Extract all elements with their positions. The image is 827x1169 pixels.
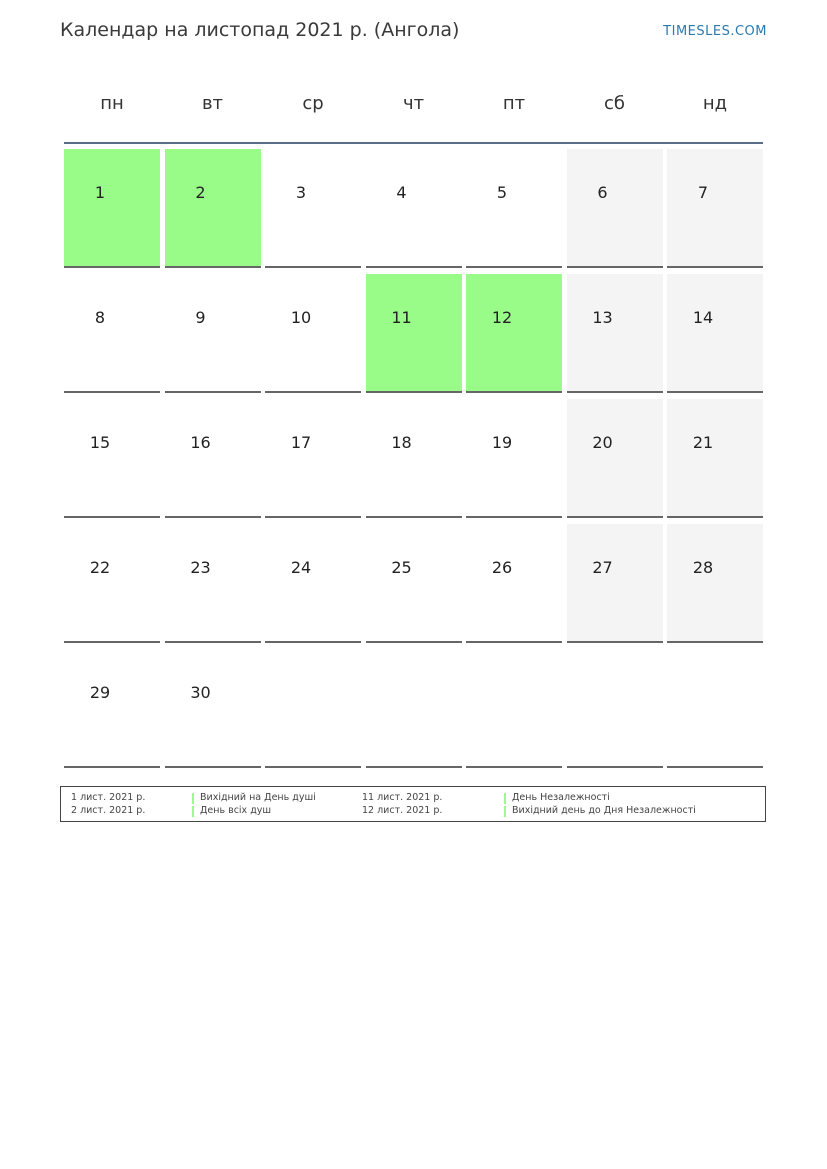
legend-date: 11 лист. 2021 р. (362, 792, 443, 803)
day-cell-9[interactable] (165, 274, 261, 393)
day-number: 30 (190, 683, 211, 702)
day-cell-21[interactable] (667, 399, 763, 518)
day-number: 5 (496, 183, 508, 202)
day-number: 23 (190, 558, 211, 577)
day-number: 18 (391, 433, 412, 452)
weekday-label: пт (502, 93, 526, 114)
day-cell-10[interactable] (265, 274, 361, 393)
legend-holiday-name: Вихідний день до Дня Незалежності (512, 805, 696, 816)
day-cell-12[interactable] (466, 274, 562, 393)
day-number: 8 (94, 308, 106, 327)
day-number: 6 (597, 183, 608, 202)
day-number: 3 (295, 183, 307, 202)
day-cell-25[interactable] (366, 524, 462, 643)
day-number: 20 (592, 433, 613, 452)
day-number: 21 (692, 433, 714, 452)
day-number: 9 (195, 308, 206, 327)
holiday-legend (60, 786, 766, 822)
empty-day-cell (466, 649, 562, 768)
day-cell-11[interactable] (366, 274, 462, 393)
empty-day-cell (567, 649, 663, 768)
legend-date: 12 лист. 2021 р. (362, 805, 443, 816)
day-cell-22[interactable] (64, 524, 160, 643)
day-cell-26[interactable] (466, 524, 562, 643)
legend-date: 2 лист. 2021 р. (71, 805, 146, 816)
day-cell-14[interactable] (667, 274, 763, 393)
day-number: 22 (89, 558, 111, 577)
day-number: 27 (592, 558, 613, 577)
day-number: 10 (290, 308, 312, 327)
legend-holiday-name: Вихідний на День душі (200, 792, 316, 803)
empty-day-cell (265, 649, 361, 768)
weekday-label: нд (702, 93, 728, 114)
day-number: 24 (290, 558, 312, 577)
empty-day-cell (366, 649, 462, 768)
day-number: 2 (195, 183, 206, 202)
weekday-label: пн (100, 93, 124, 114)
day-number: 14 (692, 308, 714, 327)
legend-holiday-name: День Незалежності (512, 792, 610, 803)
day-number: 16 (190, 433, 211, 452)
legend-color-marker (504, 806, 506, 817)
day-cell-3[interactable] (265, 149, 361, 268)
day-cell-13[interactable] (567, 274, 663, 393)
legend-color-marker (192, 793, 194, 804)
day-number: 25 (391, 558, 412, 577)
day-cell-15[interactable] (64, 399, 160, 518)
day-cell-19[interactable] (466, 399, 562, 518)
day-number: 12 (491, 308, 513, 327)
day-cell-17[interactable] (265, 399, 361, 518)
legend-color-marker (504, 793, 506, 804)
weekday-label: ср (302, 93, 324, 114)
day-number: 11 (391, 308, 412, 327)
weekday-header-row (64, 80, 763, 144)
day-cell-29[interactable] (64, 649, 160, 768)
day-number: 26 (491, 558, 513, 577)
legend-date: 1 лист. 2021 р. (71, 792, 146, 803)
weekday-label: чт (402, 93, 425, 114)
day-number: 17 (290, 433, 312, 452)
page-title: Календар на листопад 2021 р. (Ангола) (60, 19, 460, 41)
day-number: 29 (89, 683, 111, 702)
legend-color-marker (192, 806, 194, 817)
day-number: 7 (697, 183, 709, 202)
day-cell-23[interactable] (165, 524, 261, 643)
empty-day-cell (667, 649, 763, 768)
day-cell-7[interactable] (667, 149, 763, 268)
day-cell-16[interactable] (165, 399, 261, 518)
day-cell-5[interactable] (466, 149, 562, 268)
legend-holiday-name: День всіх душ (200, 805, 272, 816)
day-cell-1[interactable] (64, 149, 160, 268)
day-number: 28 (692, 558, 714, 577)
day-cell-6[interactable] (567, 149, 663, 268)
day-cell-18[interactable] (366, 399, 462, 518)
day-number: 13 (592, 308, 613, 327)
day-number: 4 (396, 183, 407, 202)
day-cell-24[interactable] (265, 524, 361, 643)
day-cell-4[interactable] (366, 149, 462, 268)
calendar-grid (64, 149, 764, 770)
day-cell-27[interactable] (567, 524, 663, 643)
brand-logo-text[interactable]: TIMESLES.COM (663, 24, 767, 39)
day-cell-20[interactable] (567, 399, 663, 518)
day-number: 1 (94, 183, 106, 202)
day-number: 19 (491, 433, 513, 452)
weekday-label: вт (201, 93, 224, 114)
day-cell-2[interactable] (165, 149, 261, 268)
day-cell-28[interactable] (667, 524, 763, 643)
day-cell-30[interactable] (165, 649, 261, 768)
day-number: 15 (89, 433, 111, 452)
day-cell-8[interactable] (64, 274, 160, 393)
weekday-label: сб (604, 93, 625, 114)
